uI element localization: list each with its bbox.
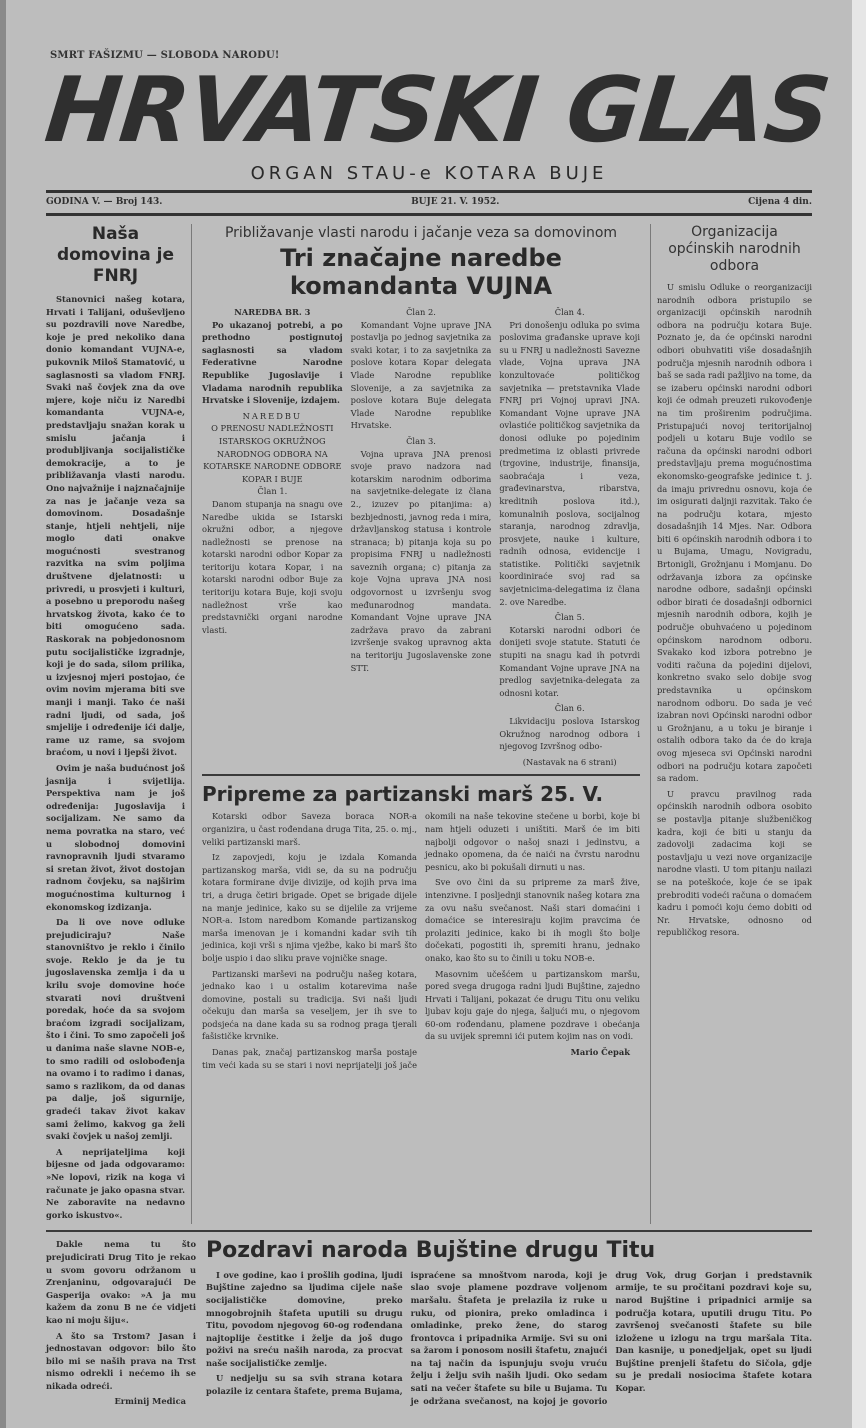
article-text: Likvidaciju poslova Istarskog Okružnog narodnog odbora i njegovog Izvršnog odbo- xyxy=(499,716,640,752)
masthead-rule-top xyxy=(46,190,812,193)
main-article-column-1 xyxy=(202,306,343,768)
left-article-body xyxy=(46,293,185,1221)
order-title: O PRENOSU NADLEŽNOSTI ISTARSKOG OKRUŽNOG NARODNOG ODBORA NA KOTARSKE NARODNE ODBORE KOPAR I BUJE xyxy=(203,423,342,484)
left-article-paragraph: Da li ove nove odluke prejudiciraju? Naše stanovništvo je reklo i činilo svoje. Reklo je da je tu jugoslavenska zemlja i da u krilu svoje domovine hoće stvarati novi društveni poredak, hoće da sa svojom braćom izgradi socijalizam, što i čini. To smo započeli još u danima naše slavne NOB-e, to smo radili od oslobođenja na ovamo i to radimo i danas, samo s razlikom, da od danas pa dalje, još sigurnije, gradeći takav život kakav sami želimo, kakvog ga želi svaki čovjek u našoj zemlji. xyxy=(46,917,185,1142)
bottom-grid xyxy=(46,1238,812,1408)
article-text: Danom stupanja na snagu ove Naredbe ukida se Istarski okružni odbor, a njegove nadležnosti se prenose na kotarski narodni odbor Kopar za teritoriju kotara Kopar, i na kotarski narodni odbor Buje za teritoriju kotara Buje, koji svoju nadležnost vrše kao predstavnički organi narodne vlasti. xyxy=(202,498,343,635)
tito-article-headline: Pozdravi naroda Bujštine drugu Titu xyxy=(206,1238,656,1264)
dateline: BUJE 21. V. 1952. xyxy=(411,197,500,207)
section-rule xyxy=(202,774,640,776)
right-article-headline: Organizacija općinskih narodnih odbora xyxy=(668,224,801,274)
right-article-body xyxy=(657,281,812,939)
article-text: Kotarski narodni odbori će donijeti svoje statute. Statuti će stupiti na snagu kad ih potvrdi Komandant Vojne uprave JNA na predlog savjetnika-delegata za odnosni kotar. xyxy=(499,624,640,698)
article-label: Član 5. xyxy=(554,612,585,623)
march-paragraph: Kotarski odbor Saveza boraca NOR-a organizira, u čast rođendana druga Tita, 25. o. mj., veliki partizanski marš. xyxy=(202,811,417,847)
order-preamble: Po ukazanoj potrebi, a po prethodno postignutoj saglasnosti sa vladom Federativne Narodne Republike Jugoslavije i Vladama narodnih republika Hrvatske i Slovenije, izdajem. xyxy=(202,319,343,406)
tito-paragraph: U nedjelju su sa svih strana kotara polazile iz centara štafete, prema Bujama, ispraćene sa mnoštvom naroda, koji je slao svoje plamene pozdrave voljenom maršalu. Štafeta je prelazila iz ruke u ruku, od pionira, preko omladinca i omladinke, preko žene, do starog frontovca i pripadnika Armije. Svi su oni sa žarom i ponosom nosili štafetu, znajući na taj način da ispunjuju svoju vruću želju i želju svih naših ljudi. Oko sedam sati na večer štafete su bile u Bujama. Tu je održana svečanost, na kojoj je govorio drug Vok, drug Gorjan i predstavnik armije, te su pročitani pozdravi koje su, narod Bujštine i pripadnici armije sa područja kotara, uputili drugu Titu. Po završenoj svečanosti štafete su bile izložene u izlogu na trgu maršala Tita. Dan kasnije, u ponedjeljak, opet su ljudi Bujštine prenjeli štafetu do Sičola, gdje su je predali nosiocima štafete kotara Kopar. xyxy=(206,1269,812,1406)
main-article-column-3 xyxy=(499,306,640,768)
main-article-body xyxy=(202,306,640,768)
main-article-column-2 xyxy=(351,306,492,768)
article-label: Član 1. xyxy=(257,486,288,497)
march-author: Mario Čepak xyxy=(570,1047,630,1058)
article-label: Član 4. xyxy=(554,307,585,317)
main-article-kicker: Približavanje vlasti narodu i jačanje veza sa domovinom xyxy=(224,225,618,241)
left-continuation xyxy=(46,1238,196,1408)
right-article xyxy=(650,224,812,1224)
march-paragraph: Sve ovo čini da su pripreme za marš žive, intenzivne. I posljednji stanovnik našeg kotara zna za ovu našu svečanost. Naši stari domaćini i domaćice se interesiraju kojim pravcima će prolaziti jedinice, kako bi ih mogli što bolje dočekati, pogostiti ih, spremiti hranu, jednako onako, kao što su to činili u toku NOB-e. xyxy=(425,877,640,963)
continued-note: (Nastavak na 6 strani) xyxy=(522,756,617,767)
tito-paragraph: I ove godine, kao i prošlih godina, ljudi Bujštine zajedno sa ljudima cijele naše socijalističke domovine, preko mnogobrojnih štafeta uputili su drugu Titu, povodom njegovog 60-og rođendana najtoplije čestitke i želje da još dugo poživi na sreću naših naroda, za procvat naše socijalističke zemlje. xyxy=(206,1269,403,1368)
masthead-title: HRVATSKI GLAS xyxy=(40,58,835,163)
main-article-headline: Tri značajne naredbe komandanta VUJNA xyxy=(280,244,562,300)
left-article-author: Erminij Medica xyxy=(114,1396,186,1407)
continuation-paragraph: Dakle nema tu što prejudicirati Drug Tito je rekao u svom govoru održanom u Zrenjaninu, odgovarajući De Gasperija ovako: »A ja mu kažem da zonu B ne će vidjeti kao ni moju šiju«. xyxy=(46,1239,196,1325)
tito-article xyxy=(206,1238,812,1408)
march-paragraph: Masovnim učešćem u partizanskom maršu, pored svega drugoga radni ljudi Bujštine, zajedno Hrvati i Talijani, pokazat će drugu Titu onu veliku ljubav koju gaje do njega, šaljući mu, o njegovom 60-om rođendanu, plamene pozdrave i obećanja da su uvijek spremni ići putem kojim nas on vodi. xyxy=(425,968,640,1042)
article-label: Član 6. xyxy=(554,703,585,714)
article-text: Vojna uprava JNA prenosi svoje pravo nadzora nad kotarskim narodnim odborima na savjetnike-delegate iz člana 2., izuzev po pitanjima: a) bezbjednosti, javnog reda i mira, državljanskog statusa i kontrole stranaca; b) pitanja koja su po propisima FNRJ u nadležnosti saveznih organa; c) pitanja za koje Vojna uprava JNA nosi odgovornost u izvršenju svog međunarodnog mandata. Komandant Vojne uprave JNA zadržava pravo da zabrani izvršenje svakog upravnog akta na teritoriju Jugoslavenske zone STT. xyxy=(350,448,492,673)
march-paragraph: Partizanski marševi na području našeg kotara, jednako kao i u ostalim kotarevima naše domovine, postali su tradicija. Svi naši ljudi očekuju dan marša sa veseljem, jer ih sve to podsjeća na dane kada su sa rodnog praga tjerali fašističke krvnike. xyxy=(202,968,417,1042)
masthead-meta-row xyxy=(46,197,812,207)
article-text: Pri donošenju odluka po svima poslovima građanske uprave koji su u FNRJ u nadležnosti Savezne vlade, Vojna uprava JNA konzultovaće političkog savjetnika — pretstavnika Vlade FNRJ pri Vojnoj upravi JNA. Komandant Vojne uprave JNA ovlastiće političkog savjetnika da donosi odluke po pojedinim predmetima iz oblasti privrede (trgovine, industrije, finansija, saobraćaja i veza, građevinarstva, ribarstva, kreditnih poslova itd.), komunalnih poslova, socijalnog staranja, narodnog zdravlja, prosvjete, nauke i kulture, radnih odnosa, evidencije i statistike. Politički savjetnik koordiniraće svoj rad sa savjetnicima-delegatima iz člana 2. ove Naredbe. xyxy=(499,319,640,607)
price: Cijena 4 din. xyxy=(748,197,812,207)
left-article-headline: Naša domovina je FNRJ xyxy=(57,224,174,286)
left-article xyxy=(46,224,192,1224)
march-article-headline: Pripreme za partizanski marš 25. V. xyxy=(202,782,604,807)
right-article-paragraph: U smislu Odluke o reorganizaciji narodnih odbora pristupilo se organizaciji općinskih narodnih odbora na području kotara Buje. Poznato je, da će općinski narodni odbori obuhvatiti više dosadašnjih područja mjesnih narodnih odbora i baš se sada radi pažljivo na tome, da se izaberu općinski narodni odbori koji će odmah preuzeti rukovođenje na tim proširenim područjima. Pristupajući novoj teritorijalnoj podjeli u kotaru Buje vodilo se računa da općinski narodni odbori predstavljaju prema mogućnostima ekonomsko-geografske jedinice t. j. da imaju privrednu osnovu, koja će im osigurati daljnji razvitak. Tako će na području kotara, mjesto dosadašnjih 14 Mjes. Nar. Odbora biti 6 općinskih narodnih odbora i to u Bujama, Umagu, Novigradu, Brtonigli, Grožnjanu i Momjanu. Do održavanja izbora za općinske narodne odbore, sadašnji općinski odbor birati će dosadašnji odbornici mjesnih narodnih odbora, kojih je područje obuhvaćeno u pojedinom općinskom narodnom odboru. Svakako kod izbora potrebno je voditi računa da pojedini dijelovi, konkretno svako selo dobije svog predstavnika u općinskom narodnom odboru. Do sada je već izabran novi Općinski narodni odbor u Grožnjanu, a u toku je biranje i ostalih odbora tako da će do kraja ovog mjeseca svi Općinski narodni odbori na području kotara započeti sa radom. xyxy=(657,282,812,784)
march-paragraph: Danas pak, značaj partizanskog marša postaje tim veći kada su se stari i novi neprijatelji još jače okomili na naše tekovine stečene u borbi, koje bi nam htjeli oduzeti i uništiti. Marš će im biti najbolji odgovor o našoj snazi i jedinstvu, a jednako opomena, da će naići na čvrstu narodnu pesnicu, ako bi pokušali dirnuti u nas. xyxy=(202,811,640,1070)
front-page-grid xyxy=(46,224,812,1224)
masthead-rule-bottom xyxy=(46,213,812,216)
section-rule xyxy=(46,1230,812,1232)
article-text: Komandant Vojne uprave JNA postavlja po jednog savjetnika za svaki kotar, i to za savjetnika za poslove kotara Kopar delegata Vlade Narodne republike Slovenije, a za savjetnika za poslove kotara Buje delegata Vlade Narodne republike Hrvatske. xyxy=(350,319,492,431)
article-label: Član 3. xyxy=(406,435,436,446)
article-label: Član 2. xyxy=(406,307,436,317)
right-article-paragraph: U pravcu pravilnog rada općinskih narodnih odbora osobito se postavlja pitanje službeničkog kadra, koji će biti u stanju da zadovolji zadacima koji se postavljaju u vezi nove organizacije narodne vlasti. U tom pitanju nailazi se na poteškoće, koje će se ipak prebroditi vodeći računa o domaćem kadru i pomoći koju ćemo dobiti od Nr. Hrvatske, odnosno od republičkog resora. xyxy=(657,788,812,938)
masthead-slogan: SMRT FAŠIZMU — SLOBODA NARODU! xyxy=(50,50,280,61)
masthead-subtitle: ORGAN STAU-e KOTARA BUJE xyxy=(250,163,608,184)
order-number: NAREDBA BR. 3 xyxy=(234,307,311,317)
march-paragraph: Iz zapovjedi, koju je izdala Komanda partizanskog marša, vidi se, da su na području kotara formirane dvije divizije, od kojih prva ima tri, a druga četiri brigade. Opet se brigade dijele na manje jedinice, kako su se dijelile za vrijeme NOR-a. Istom naredbom Komande partizanskog marša imenovan je i komandni kadar svih tih jedinica, koji vrši s njima vježbe, kako bi marš što bolje uspio i dao sliku prave vojničke snage. xyxy=(202,852,417,963)
order-word: NAREDBU xyxy=(242,410,302,421)
issue-number: GODINA V. — Broj 143. xyxy=(46,197,163,207)
march-article-body xyxy=(202,810,640,1071)
left-article-paragraph: Stanovnici našeg kotara, Hrvati i Talijani, oduševljeno su pozdravili nove Naredbe, koje je pred nekoliko dana donio komandant VUJNA-e, pukovnik Miloš Stamatović, u saglasnosti sa vladom FNRJ. Svaki naš čovjek zna da ove mjere, koje niču iz Naredbi komandanta VUJNA-e, predstavljaju snažan korak u smislu jačanja i produbljivanja socijalističke demokracije, a to je približavanja vlasti narodu. Ono najvažnije i najznačajnije za nas je jačanje veza sa domovinom. Dosadašnje stanje, htjeli nehtjeli, nije moglo dati onakve mogućnosti svestranog razvitka na svim poljima društvene djelatnosti: u privredi, u prosvjeti i kulturi, a posebno u preporodu našeg hrvatskog života, kako će to biti omogućeno sada. Raskorak na pobjedonosnom putu socijalističke izgradnje, koji je do sada, silom prilika, u izvjesnoj mjeri postojao, će ovim novim mjerama biti sve manji i manji. Tako će naši radni ljudi, od sada, još smjelije i određenije ići dalje, rame uz rame, sa svojom braćom, u novi i ljepši život. xyxy=(46,294,185,758)
left-article-paragraph: Ovim je naša budućnost još jasnija i svijetlija. Perspektiva nam je još određenija: Jugoslavija i socijalizam. Ne samo da nema povratka na staro, već u slobodnoj domovini ravnopravnih ljudi stvaramo si sretan život, život dostojan radnom čovjeku, sa najširim mogućnostima kulturnog i ekonomskog izdizanja. xyxy=(46,762,185,912)
left-article-paragraph: A neprijateljima koji bijesne od jada odgovaramo: »Ne lopovi, rizik na koga vi računate je jako opasna stvar. Ne zaboravite na nedavno gorko iskustvo«. xyxy=(46,1146,185,1220)
centre-column xyxy=(202,224,640,1224)
tito-article-body xyxy=(206,1269,812,1408)
continuation-paragraph: A što sa Trstom? Jasan i jednostavan odgovor: bilo što bilo mi se naših prava na Trst nismo odrekli i nećemo ih se nikada odreći. xyxy=(46,1330,196,1391)
